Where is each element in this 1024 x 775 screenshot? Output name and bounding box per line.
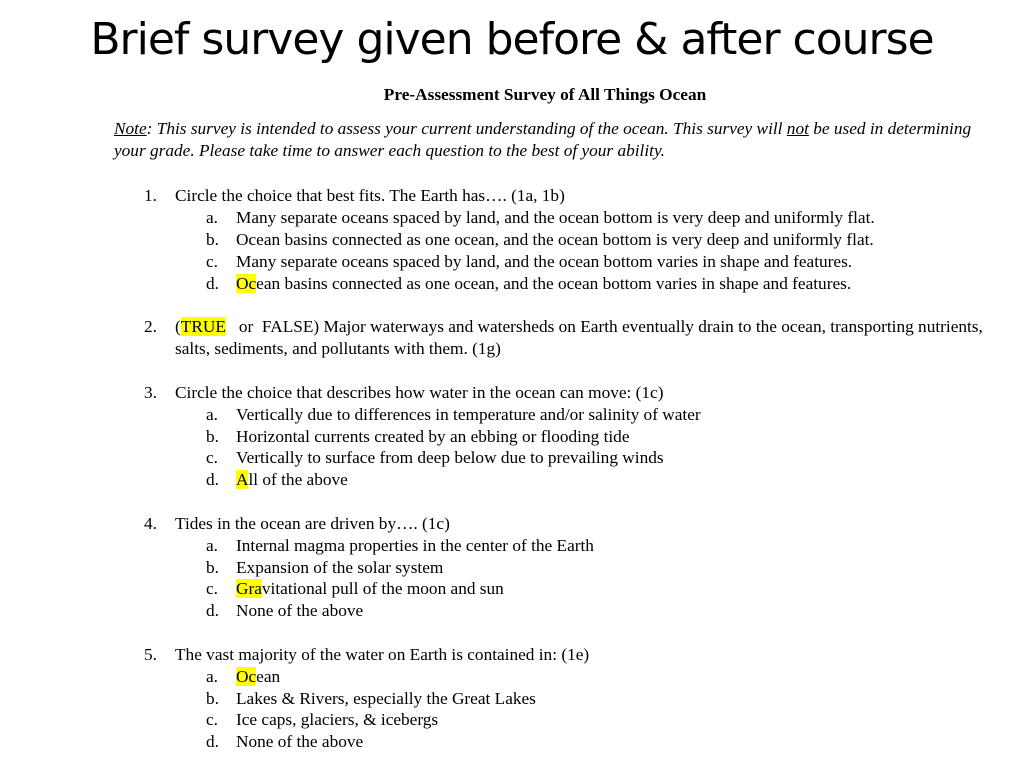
option-letter: a.	[206, 666, 218, 686]
option-letter: b.	[206, 426, 219, 446]
option-letter: c.	[206, 710, 218, 730]
option-letter: b.	[206, 688, 219, 708]
answer-highlight: Oc	[236, 273, 257, 293]
option-text: Lakes & Rivers, especially the Great Lakes	[236, 688, 536, 708]
answer-option-c	[175, 447, 994, 469]
answer-option-b	[175, 426, 994, 448]
answer-option-a	[175, 535, 994, 557]
option-text: Vertically to surface from deep below due to prevailing winds	[236, 448, 664, 468]
question-body: or FALSE) Major waterways and watersheds on Earth eventually drain to the ocean, transporting nutrients, salts, sediments, and pollutants with them. (1g)	[175, 317, 988, 359]
slide-title: Brief survey given before & after course	[90, 14, 934, 65]
survey-note	[114, 118, 994, 162]
question-1	[114, 185, 994, 294]
answer-options	[175, 207, 994, 294]
option-letter: a.	[206, 208, 218, 228]
option-text: ean basins connected as one ocean, and the ocean bottom varies in shape and features.	[256, 273, 852, 293]
note-label: Note	[114, 118, 147, 138]
option-text: Many separate oceans spaced by land, and the ocean bottom varies in shape and features.	[236, 251, 853, 271]
note-text-a: : This survey is intended to assess your current understanding of the ocean. This survey will	[146, 118, 787, 138]
answer-option-c	[175, 251, 994, 273]
question-text: Circle the choice that describes how water in the ocean can move: (1c)	[175, 382, 664, 402]
option-text: Many separate oceans spaced by land, and the ocean bottom is very deep and uniformly flat.	[236, 208, 875, 228]
answer-highlight: Oc	[236, 666, 257, 686]
answer-option-b	[175, 557, 994, 579]
question-number: 5.	[144, 644, 157, 664]
question-number: 3.	[144, 382, 157, 402]
option-text: Expansion of the solar system	[236, 557, 444, 577]
answer-option-c	[175, 709, 994, 731]
option-text: Vertically due to differences in temperature and/or salinity of water	[236, 404, 701, 424]
question-3	[114, 382, 994, 491]
question-2	[114, 316, 994, 360]
option-text: None of the above	[236, 732, 364, 752]
question-text: Tides in the ocean are driven by…. (1c)	[175, 513, 450, 533]
option-letter: c.	[206, 579, 218, 599]
survey-document	[114, 84, 994, 775]
option-text: Ice caps, glaciers, & icebergs	[236, 710, 439, 730]
option-text: None of the above	[236, 601, 364, 621]
option-letter: b.	[206, 229, 219, 249]
question-number: 1.	[144, 186, 157, 206]
option-letter: c.	[206, 251, 218, 271]
answer-options	[175, 404, 994, 491]
answer-highlight: Gra	[236, 579, 262, 599]
answer-highlight: TRUE	[180, 317, 226, 337]
survey-title: Pre-Assessment Survey of All Things Ocean	[383, 85, 707, 104]
note-text-b: be used in determining your grade. Please take time to answer each question to the best of your ability.	[114, 118, 972, 160]
question-text	[175, 316, 994, 360]
answer-option-d	[175, 600, 994, 622]
note-emphasis: not	[786, 118, 809, 138]
option-text: ll of the above	[248, 470, 348, 490]
answer-option-b	[175, 229, 994, 251]
question-text: The vast majority of the water on Earth is contained in: (1e)	[175, 644, 590, 664]
option-text: ean	[256, 666, 281, 686]
answer-options	[175, 535, 994, 622]
option-letter: c.	[206, 448, 218, 468]
option-text: vitational pull of the moon and sun	[261, 579, 504, 599]
option-letter: d.	[206, 601, 219, 621]
option-text: Ocean basins connected as one ocean, and the ocean bottom is very deep and uniformly flat.	[236, 229, 874, 249]
option-letter: a.	[206, 535, 218, 555]
answer-option-c	[175, 578, 994, 600]
answer-option-d	[175, 469, 994, 491]
question-number: 2.	[144, 317, 157, 337]
answer-option-d	[175, 273, 994, 295]
question-4	[114, 513, 994, 622]
option-letter: d.	[206, 273, 219, 293]
answer-option-a	[175, 404, 994, 426]
paren-open: (	[175, 317, 181, 337]
option-letter: a.	[206, 404, 218, 424]
option-letter: d.	[206, 732, 219, 752]
answer-option-a	[175, 207, 994, 229]
option-letter: b.	[206, 557, 219, 577]
question-number: 4.	[144, 513, 157, 533]
question-text: Circle the choice that best fits. The Earth has…. (1a, 1b)	[175, 186, 565, 206]
answer-options	[175, 666, 994, 753]
option-text: Internal magma properties in the center of the Earth	[236, 535, 594, 555]
answer-highlight: A	[236, 470, 249, 490]
option-text: Horizontal currents created by an ebbing or flooding tide	[236, 426, 630, 446]
question-5	[114, 644, 994, 753]
answer-option-a	[175, 666, 994, 688]
option-letter: d.	[206, 470, 219, 490]
answer-option-b	[175, 688, 994, 710]
answer-option-d	[175, 731, 994, 753]
